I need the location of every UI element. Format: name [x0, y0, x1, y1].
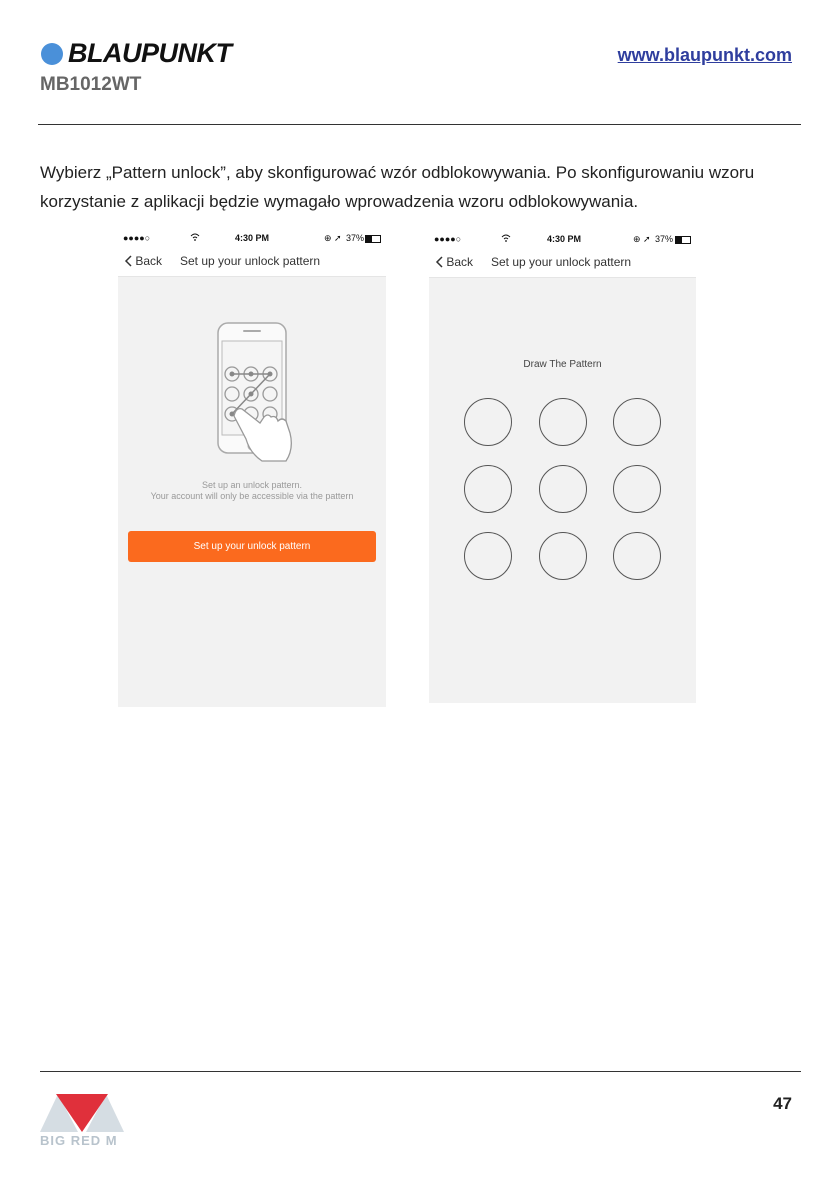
status-time: 4:30 PM: [235, 233, 270, 243]
header-divider: [38, 124, 801, 125]
instruction-paragraph: Wybierz „Pattern unlock”, aby skonfigurować wzór odblokowywania. Po skonfigurowaniu wzoru korzystanie z aplikacji będzie wymagało wprowadzenia wzoru odblokowywania.: [40, 163, 755, 211]
info-text: [118, 480, 386, 502]
wifi-icon: [190, 233, 200, 243]
pattern-dot-7[interactable]: [464, 532, 512, 580]
back-button[interactable]: [124, 254, 162, 268]
status-bar: [118, 230, 386, 246]
nav-bar: [118, 246, 386, 277]
big-red-m-logo-icon: [40, 1092, 124, 1134]
nav-bar: [429, 247, 696, 278]
model-number: MB1012WT: [40, 74, 142, 95]
battery-icon: [675, 234, 691, 244]
location-icon: ⊕ ➚: [633, 234, 651, 244]
pattern-dot-5[interactable]: [539, 465, 587, 513]
status-bar: [429, 231, 696, 247]
battery-icon: [365, 233, 381, 243]
status-time: 4:30 PM: [547, 234, 582, 244]
signal-indicator: ●●●●○: [434, 234, 462, 244]
phone-screenshot-draw: [429, 231, 696, 703]
info-line-2: Your account will only be accessible via the pattern: [150, 491, 354, 501]
back-label: Back: [446, 255, 474, 269]
location-icon: ⊕ ➚: [324, 233, 342, 243]
website-link[interactable]: www.blaupunkt.com: [617, 45, 792, 65]
pattern-dot-8[interactable]: [539, 532, 587, 580]
phone-screenshot-setup: [118, 230, 386, 707]
setup-pattern-button[interactable]: Set up your unlock pattern: [128, 531, 376, 562]
pattern-dot-1[interactable]: [464, 398, 512, 446]
chevron-left-icon: [124, 255, 132, 267]
chevron-left-icon: [435, 256, 443, 268]
page-number: 47: [773, 1094, 792, 1113]
brand-name: BLAUPUNKT: [68, 38, 232, 68]
pattern-dot-2[interactable]: [539, 398, 587, 446]
battery-percent: 37%: [655, 234, 674, 244]
back-label: Back: [135, 254, 163, 268]
nav-title: Set up your unlock pattern: [180, 254, 321, 268]
brand-logo-dot: [41, 43, 63, 65]
battery-percent: 37%: [346, 233, 365, 243]
pattern-dot-6[interactable]: [613, 465, 661, 513]
info-line-1: Set up an unlock pattern.: [201, 480, 303, 490]
footer-divider: [40, 1071, 801, 1072]
wifi-icon: [501, 234, 511, 244]
phone-pattern-illustration-icon: [216, 321, 316, 467]
logo-text: BIG RED M: [40, 1133, 118, 1148]
pattern-dot-9[interactable]: [613, 532, 661, 580]
signal-indicator: ●●●●○: [123, 233, 151, 243]
draw-pattern-label: Draw The Pattern: [523, 359, 602, 370]
back-button[interactable]: [435, 255, 473, 269]
pattern-dot-3[interactable]: [613, 398, 661, 446]
nav-title: Set up your unlock pattern: [491, 255, 632, 269]
pattern-dot-4[interactable]: [464, 465, 512, 513]
